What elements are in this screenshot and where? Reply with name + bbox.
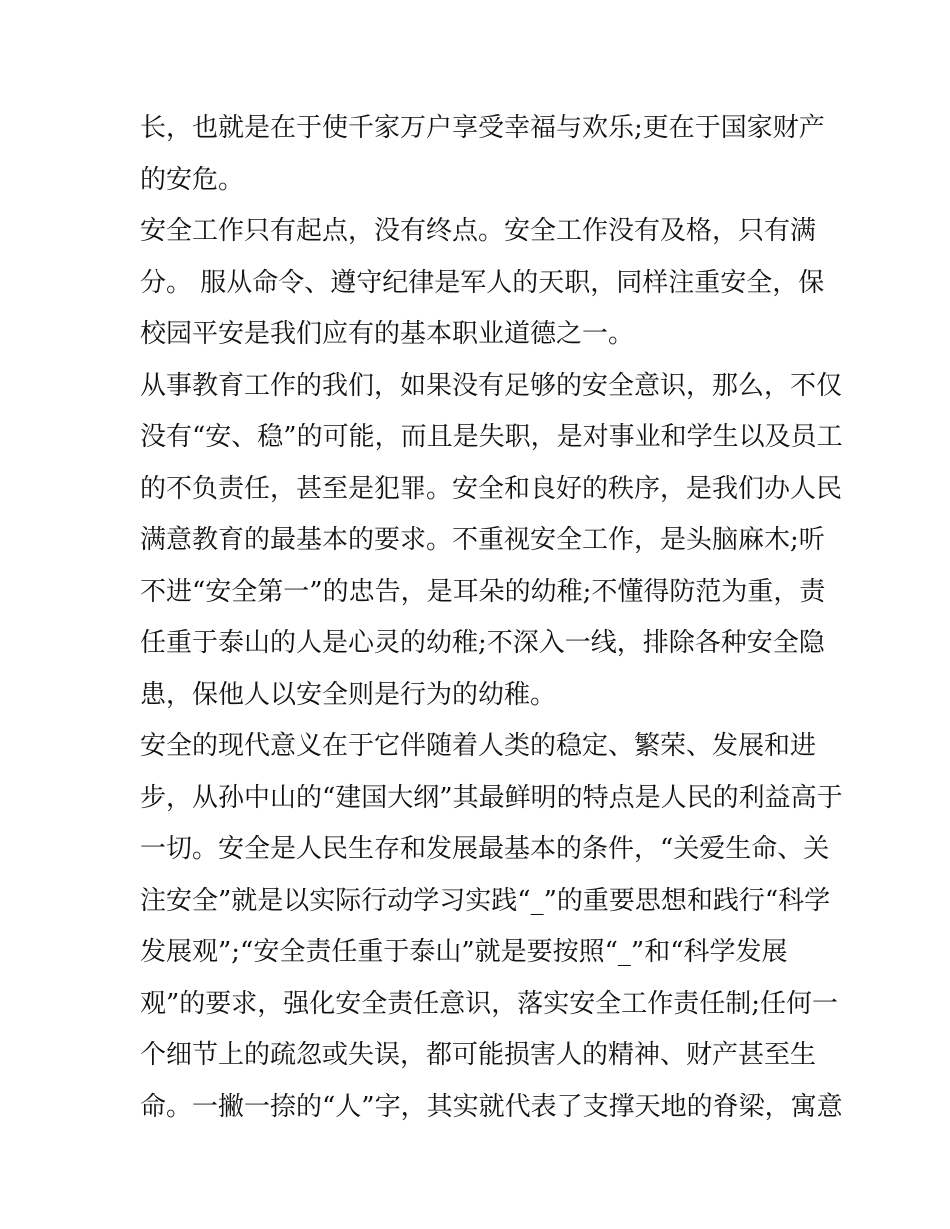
text-line-18: 观”的要求，强化安全责任意识，落实安全工作责任制;任何一 bbox=[140, 988, 839, 1019]
text-line-5: 校园平安是我们应有的基本职业道德之一。 bbox=[140, 319, 635, 349]
body-text bbox=[140, 103, 843, 1133]
text-line-2: 的安危。 bbox=[140, 164, 245, 195]
text-line-11: 任重于泰山的人是心灵的幼稚;不深入一线，排除各种安全隐 bbox=[140, 628, 825, 658]
text-line-14: 步，从孙中山的“建国大纲”其最鲜明的特点是人民的利益高于 bbox=[140, 782, 843, 813]
text-line-10: 不进“安全第一”的忠告，是耳朵的幼稚;不懂得防范为重，责 bbox=[140, 576, 826, 607]
text-line-16: 注安全”就是以实际行动学习实践“_”的重要思想和践行“科学 bbox=[140, 885, 831, 916]
text-line-3: 安全工作只有起点，没有终点。安全工作没有及格，只有满 bbox=[140, 216, 817, 246]
text-line-17: 发展观”;“安全责任重于泰山”就是要按照“_”和“科学发展 bbox=[140, 937, 788, 967]
text-line-7: 没有“安、稳”的可能，而且是失职，是对事业和学生以及员工 bbox=[140, 422, 843, 452]
text-line-15: 一切。安全是人民生存和发展最基本的条件，“关爱生命、关 bbox=[140, 834, 830, 864]
text-line-19: 个细节上的疏忽或失误，都可能损害人的精神、财产甚至生 bbox=[140, 1040, 817, 1070]
text-line-8: 的不负责任，甚至是犯罪。安全和良好的秩序，是我们办人民 bbox=[140, 473, 843, 504]
text-line-13: 安全的现代意义在于它伴随着人类的稳定、繁荣、发展和进 bbox=[140, 731, 817, 761]
text-line-4: 分。 服从命令、遵守纪律是军人的天职，同样注重安全，保 bbox=[140, 267, 825, 298]
text-line-12: 患，保他人以安全则是行为的幼稚。 bbox=[140, 679, 557, 710]
text-line-9: 满意教育的最基本的要求。不重视安全工作，是头脑麻木;听 bbox=[140, 525, 825, 555]
text-line-1: 长，也就是在于使千家万户享受幸福与欢乐;更在于国家财产 bbox=[140, 113, 825, 143]
text-line-20: 命。一撇一捺的“人”字，其实就代表了支撑天地的脊梁，寓意 bbox=[140, 1091, 843, 1122]
text-line-6: 从事教育工作的我们，如果没有足够的安全意识，那么，不仅 bbox=[140, 370, 843, 401]
